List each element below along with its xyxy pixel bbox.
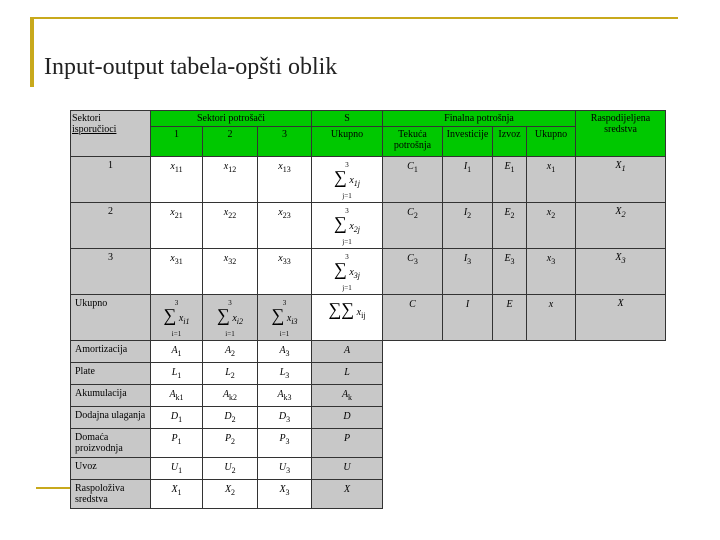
cell-final-2-3 [493,203,527,249]
cell-bottom-4-1 [151,407,203,429]
cell-sum-col-2-lower: i=1 [225,330,235,338]
empty-cell [576,341,666,363]
cell-final-2-4-var: x [546,207,552,218]
cell-x-2-3-sub: 23 [282,211,291,220]
cell-sum-row-3-var: x [346,267,354,278]
header-col-1: 1 [151,127,203,157]
cell-sum-row-2-var: x [346,221,354,232]
empty-cell [443,480,493,509]
cell-bottom-4-2-var: D [224,411,232,422]
cell-final-1-2-sub: 1 [467,165,472,174]
cell-final-3-4 [527,249,576,295]
row-label-bottom-2: Plate [71,363,151,385]
cell-sum-col-3-lower: i=1 [279,330,290,338]
input-output-table [70,110,666,509]
empty-cell [493,407,527,429]
cell-sum-row-1-lower: j=1 [342,192,352,200]
cell-x-2-3-var: x [278,207,283,218]
cell-bottom-3-3 [258,385,312,407]
empty-cell [527,385,576,407]
cell-bottom-6-2 [203,458,258,480]
cell-raspodijeljena-2-sub: 2 [621,210,626,219]
cell-final-1-4-var: x [546,161,552,172]
cell-bottom-4-3-var: D [278,411,287,422]
cell-sum-row-1-var: x [346,175,354,186]
accent-bar-top [30,17,678,19]
row-label-bottom-4: Dodajna ulaganja [71,407,151,429]
row-label-ukupno: Ukupno [71,295,151,341]
cell-sum-row-3 [312,249,383,295]
cell-bottom-1-1-var: A [171,345,178,356]
empty-cell [383,458,443,480]
cell-x-1-1-sub: 11 [174,165,183,174]
cell-x-1-2-var: x [223,161,229,172]
cell-x-2-3 [258,203,312,249]
cell-bottom-5-2-sub: 2 [231,437,236,446]
cell-double-sum-var: x [354,307,362,318]
cell-sum-col-2-sub: i2 [236,317,244,326]
cell-bottom-5-3-sub: 3 [285,437,290,446]
cell-sum-col-1-upper: 3 [174,299,179,307]
cell-bottom-1-2-sub: 2 [231,349,236,358]
empty-cell [493,363,527,385]
cell-x-2-1-sub: 21 [174,211,183,220]
header-raspodijeljena: Raspodijeljena sredstva [576,111,666,157]
table-row-bottom-4 [71,407,666,429]
cell-bottom-total-4-var: D [343,411,351,422]
cell-sum-col-1 [151,295,203,341]
row-label-bottom-5: Domaća proizvodnja [71,429,151,458]
cell-bottom-7-3 [258,480,312,509]
cell-x-3-3-var: x [278,253,283,264]
empty-cell [383,341,443,363]
cell-sum-col-3-var: x [284,313,292,324]
cell-bottom-6-1-sub: 1 [178,466,183,475]
cell-sum-col-2-upper: 3 [228,299,232,307]
cell-sum-row-3-lower: j=1 [342,284,352,292]
cell-bottom-7-2-sub: 2 [231,488,236,497]
cell-bottom-5-3 [258,429,312,458]
empty-cell [443,341,493,363]
header-s: S [312,111,383,127]
cell-bottom-1-2-var: A [224,345,232,356]
cell-sum-col-3-sub: i3 [291,317,298,326]
cell-bottom-3-3-sub: k3 [283,393,292,402]
cell-bottom-6-2-var: U [224,462,232,473]
empty-cell [493,458,527,480]
cell-bottom-6-3-sub: 3 [286,466,291,475]
cell-x-2-1-var: x [170,207,175,218]
cell-bottom-1-3 [258,341,312,363]
cell-sum-col-3-sigma: ∑ [271,305,285,325]
cell-final-1-1 [383,157,443,203]
cell-bottom-3-2-sub: k2 [229,393,238,402]
cell-bottom-4-2 [203,407,258,429]
empty-cell [383,385,443,407]
cell-final-2-3-sub: 2 [510,211,515,220]
cell-final-2-1-var: C [407,207,414,218]
cell-final-total-1: C [383,295,443,341]
cell-sum-col-1-sigma: ∑ [163,305,177,325]
cell-sum-col-3 [258,295,312,341]
cell-bottom-5-1-sub: 1 [177,437,182,446]
cell-bottom-5-1 [151,429,203,458]
cell-sum-row-3-sub: 3j [353,271,361,280]
slide-title: Input-output tabela-opšti oblik [44,54,338,80]
cell-bottom-3-2-var: A [222,389,230,400]
cell-sum-row-1 [312,157,383,203]
header-finalna-potrosnja: Finalna potrošnja [383,111,576,127]
cell-raspodijeljena-3-sub: 3 [621,256,626,265]
cell-sum-col-2-sigma: ∑ [216,305,230,325]
cell-sum-row-1-sigma: ∑ [333,167,347,187]
empty-cell [527,458,576,480]
cell-bottom-7-2-var: X [224,484,232,495]
cell-double-sum [312,295,383,341]
cell-x-3-1-sub: 31 [174,257,183,266]
cell-bottom-2-1-var: L [171,367,178,378]
cell-raspodijeljena-total: X [576,295,666,341]
row-label-bottom-6: Uvoz [71,458,151,480]
empty-cell [576,458,666,480]
cell-bottom-2-3 [258,363,312,385]
table-row-ukupno [71,295,666,341]
cell-sum-row-1-sub: 1j [353,179,361,188]
cell-x-3-2-sub: 32 [228,257,237,266]
cell-bottom-5-3-var: P [279,433,286,444]
cell-final-3-2-var: I [463,253,468,264]
cell-bottom-total-6 [312,458,383,480]
cell-bottom-4-1-var: D [170,411,179,422]
cell-x-1-1-var: x [170,161,175,172]
cell-bottom-4-1-sub: 1 [178,415,183,424]
empty-cell [383,407,443,429]
cell-x-1-1 [151,157,203,203]
cell-bottom-total-5-var: P [343,433,351,444]
cell-bottom-total-3 [312,385,383,407]
header-sektori-line1: Sektori [72,113,101,124]
cell-bottom-3-2 [203,385,258,407]
cell-bottom-total-7 [312,480,383,509]
table-row-bottom-1 [71,341,666,363]
cell-x-1-3-var: x [278,161,283,172]
cell-bottom-2-3-var: L [279,367,286,378]
empty-cell [527,363,576,385]
cell-bottom-6-2-sub: 2 [231,466,236,475]
empty-cell [527,407,576,429]
cell-final-3-3-sub: 3 [510,257,515,266]
cell-bottom-total-5 [312,429,383,458]
header-investicije: Investicije [443,127,493,157]
table-row-bottom-3 [71,385,666,407]
cell-sum-col-1-sub: i1 [183,317,190,326]
cell-bottom-total-4 [312,407,383,429]
cell-final-2-4 [527,203,576,249]
cell-final-1-3 [493,157,527,203]
cell-final-1-4-sub: 1 [551,165,556,174]
empty-cell [493,480,527,509]
cell-bottom-total-6-var: U [343,462,351,473]
header-tekuca: Tekuća potrošnja [383,127,443,157]
cell-sum-row-3-upper: 3 [345,253,349,261]
table-row-2 [71,203,666,249]
cell-bottom-1-2 [203,341,258,363]
cell-bottom-total-7-var: X [343,484,351,495]
cell-x-3-1 [151,249,203,295]
cell-sum-col-2-var: x [229,313,237,324]
cell-bottom-3-1 [151,385,203,407]
cell-bottom-total-2 [312,363,383,385]
cell-bottom-2-2-sub: 2 [230,371,235,380]
row-label-bottom-7: Raspoloživa sredstva [71,480,151,509]
cell-bottom-total-1 [312,341,383,363]
cell-final-3-1-var: C [407,253,414,264]
cell-bottom-6-3 [258,458,312,480]
cell-bottom-6-1-var: U [170,462,179,473]
cell-raspodijeljena-3 [576,249,666,295]
cell-final-2-1 [383,203,443,249]
cell-final-1-1-sub: 1 [413,165,418,174]
cell-bottom-4-3 [258,407,312,429]
cell-final-3-1 [383,249,443,295]
cell-final-1-2-var: I [463,161,468,172]
cell-bottom-2-1-sub: 1 [177,371,182,380]
cell-bottom-2-2 [203,363,258,385]
cell-bottom-total-2-var: L [344,367,350,378]
cell-sum-col-1-var: x [176,313,184,324]
cell-final-1-2 [443,157,493,203]
cell-bottom-1-1-sub: 1 [177,349,182,358]
cell-final-total-4: x [527,295,576,341]
empty-cell [576,385,666,407]
row-label-2: 2 [71,203,151,249]
cell-final-3-3 [493,249,527,295]
cell-bottom-7-3-var: X [279,484,286,495]
cell-bottom-3-3-var: A [277,389,284,400]
cell-bottom-1-1 [151,341,203,363]
cell-final-3-1-sub: 3 [413,257,418,266]
cell-x-1-2-sub: 12 [228,165,237,174]
cell-bottom-5-2-var: P [224,433,232,444]
cell-final-1-4 [527,157,576,203]
cell-bottom-7-2 [203,480,258,509]
empty-cell [443,429,493,458]
table-row-1 [71,157,666,203]
empty-cell [527,480,576,509]
cell-final-3-2-sub: 3 [467,257,472,266]
empty-cell [383,363,443,385]
empty-cell [493,429,527,458]
cell-bottom-2-2-var: L [225,367,231,378]
row-label-bottom-1: Amortizacija [71,341,151,363]
header-ukupno-final: Ukupno [527,127,576,157]
cell-final-1-3-var: E [504,161,511,172]
cell-raspodijeljena-3-var: X [615,252,622,263]
cell-double-sum-sub: ij [361,311,366,320]
accent-bar-vertical [30,17,34,87]
empty-cell [493,385,527,407]
header-isporucioci: isporučioci [72,124,117,135]
cell-x-3-2-var: x [223,253,229,264]
cell-bottom-5-2 [203,429,258,458]
table-row-bottom-7 [71,480,666,509]
cell-final-2-2-var: I [463,207,468,218]
cell-bottom-total-3-sub: k [348,393,353,402]
cell-final-3-2 [443,249,493,295]
table-row-bottom-5 [71,429,666,458]
cell-raspodijeljena-1 [576,157,666,203]
empty-cell [443,363,493,385]
cell-sum-row-3-sigma: ∑ [333,259,347,279]
empty-cell [527,429,576,458]
empty-cell [383,429,443,458]
empty-cell [576,429,666,458]
cell-sum-row-2-sigma: ∑ [333,213,347,233]
empty-cell [383,480,443,509]
empty-cell [576,407,666,429]
empty-cell [443,458,493,480]
cell-bottom-total-1-var: A [343,345,351,356]
empty-cell [443,407,493,429]
cell-final-1-1-var: C [407,161,414,172]
cell-x-3-1-var: x [170,253,175,264]
cell-x-1-3 [258,157,312,203]
empty-cell [576,363,666,385]
cell-final-2-1-sub: 2 [413,211,418,220]
header-ukupno: Ukupno [312,127,383,157]
cell-bottom-2-1 [151,363,203,385]
cell-x-2-1 [151,203,203,249]
cell-x-2-2 [203,203,258,249]
cell-x-2-2-var: x [223,207,229,218]
cell-raspodijeljena-1-var: X [615,160,622,171]
cell-double-sum-sigma-1: ∑ [328,299,342,319]
cell-double-sum-sigma-2: ∑ [341,299,355,319]
cell-final-total-2: I [443,295,493,341]
cell-sum-row-2-sub: 2j [353,225,361,234]
cell-x-3-3-sub: 33 [282,257,291,266]
row-label-1: 1 [71,157,151,203]
cell-bottom-4-2-sub: 2 [231,415,236,424]
cell-final-total-3: E [493,295,527,341]
cell-bottom-1-3-var: A [279,345,286,356]
cell-final-3-3-var: E [504,253,511,264]
cell-raspodijeljena-2-var: X [615,206,622,217]
cell-x-2-2-sub: 22 [228,211,237,220]
cell-final-3-4-sub: 3 [551,257,556,266]
empty-cell [527,341,576,363]
cell-final-2-2-sub: 2 [467,211,472,220]
empty-cell [443,385,493,407]
table-row-bottom-2 [71,363,666,385]
cell-final-3-4-var: x [546,253,552,264]
cell-bottom-2-3-sub: 3 [285,371,290,380]
cell-bottom-6-1 [151,458,203,480]
cell-bottom-total-3-var: A [341,389,349,400]
cell-final-2-4-sub: 2 [551,211,556,220]
cell-x-3-2 [203,249,258,295]
header-izvoz: Izvoz [493,127,527,157]
cell-sum-row-2-upper: 3 [345,207,349,215]
cell-sum-col-2 [203,295,258,341]
cell-sum-row-2 [312,203,383,249]
cell-final-1-3-sub: 1 [510,165,515,174]
cell-bottom-7-1-var: X [171,484,178,495]
cell-sum-col-3-upper: 3 [282,299,287,307]
cell-bottom-1-3-sub: 3 [285,349,290,358]
cell-bottom-7-3-sub: 3 [285,488,290,497]
header-sektori [71,111,151,157]
empty-cell [493,341,527,363]
cell-raspodijeljena-2 [576,203,666,249]
cell-bottom-5-1-var: P [171,433,178,444]
cell-x-1-3-sub: 13 [282,165,291,174]
cell-x-1-2 [203,157,258,203]
row-label-3: 3 [71,249,151,295]
cell-raspodijeljena-1-sub: 1 [621,164,626,173]
cell-sum-row-2-lower: j=1 [342,238,352,246]
header-col-2: 2 [203,127,258,157]
cell-sum-col-1-lower: i=1 [171,330,182,338]
cell-bottom-4-3-sub: 3 [286,415,291,424]
cell-final-2-3-var: E [504,207,511,218]
table-row-bottom-6 [71,458,666,480]
row-label-bottom-3: Akumulacija [71,385,151,407]
cell-bottom-7-1 [151,480,203,509]
cell-sum-row-1-upper: 3 [345,161,349,169]
header-sektori-potrosaci: Sektori potrošači [151,111,312,127]
cell-x-3-3 [258,249,312,295]
cell-final-2-2 [443,203,493,249]
cell-bottom-3-1-var: A [169,389,176,400]
table-row-3 [71,249,666,295]
empty-cell [576,480,666,509]
cell-bottom-7-1-sub: 1 [177,488,182,497]
cell-bottom-3-1-sub: k1 [175,393,184,402]
header-col-3: 3 [258,127,312,157]
cell-bottom-6-3-var: U [278,462,287,473]
